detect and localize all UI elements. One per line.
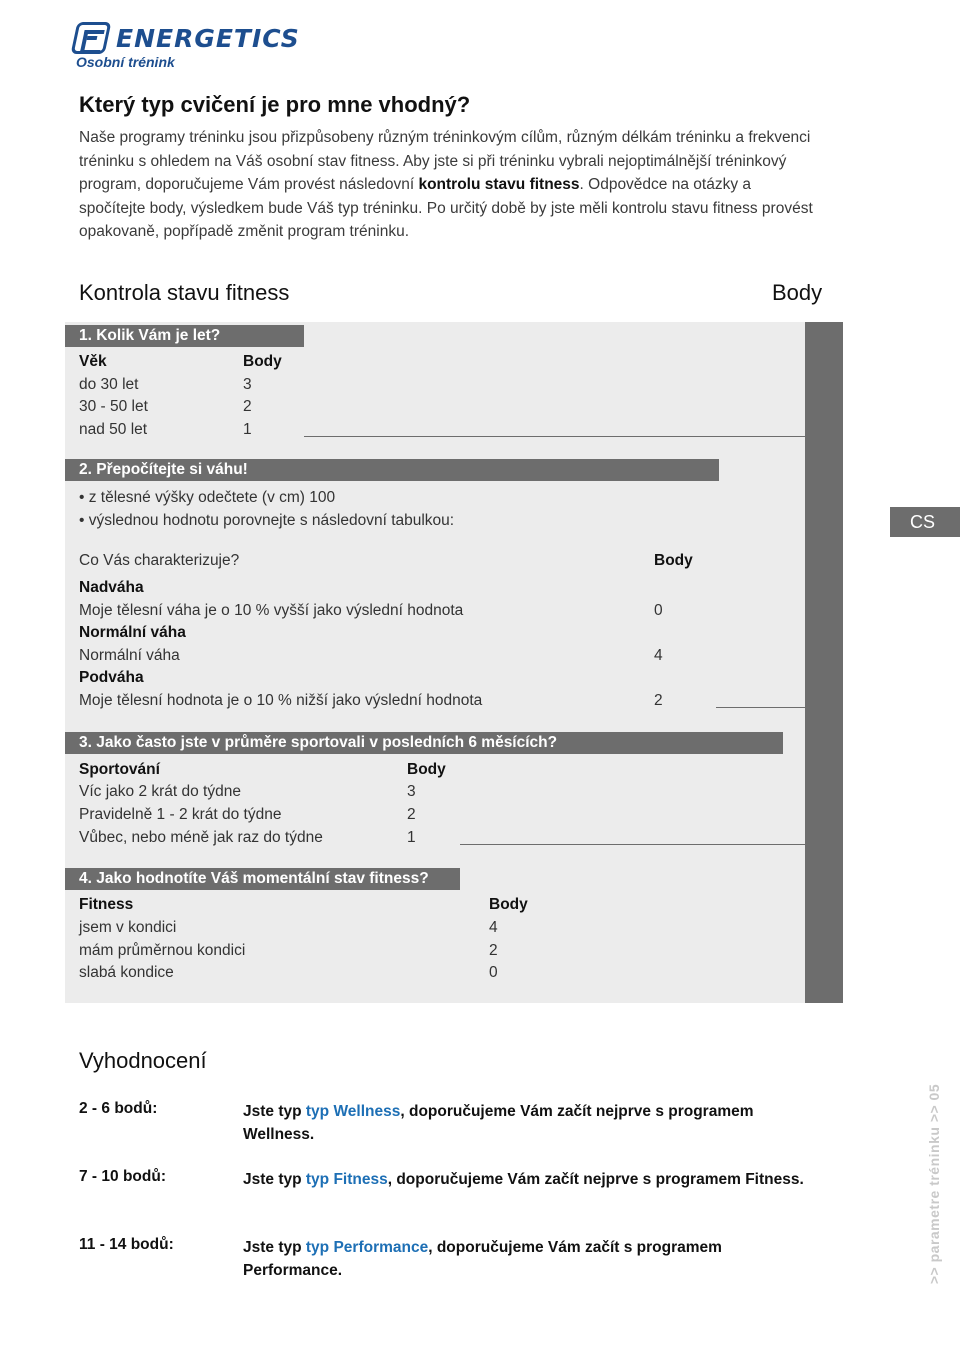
q2-group-heading: Normální váha — [79, 624, 186, 641]
q2-option-label: Normální váha — [79, 647, 180, 664]
q2-answer-line[interactable] — [716, 707, 805, 708]
question-1-bar — [65, 325, 304, 347]
q3-col-points: Body — [407, 761, 446, 778]
q1-col-label: Věk — [79, 353, 107, 370]
q2-instruction: • výslednou hodnotu porovnejte s následovní tabulkou: — [79, 512, 455, 529]
q3-answer-line[interactable] — [460, 844, 805, 845]
evaluation-range: 7 - 10 bodů: — [79, 1168, 166, 1185]
q3-option-points: 3 — [407, 783, 416, 800]
intro-text-after: . Odpovědce na otázky a spočítejte body, výsledkem bude Váš typ tréninku. Po určitý době by jste měli kontrolu stavu fitness provést opakovaně, popřípadě změnit program tréninku. — [79, 176, 813, 240]
q3-option-points: 2 — [407, 806, 416, 823]
evaluation-prefix: Jste typ — [243, 1171, 306, 1188]
question-3-text: 3. Jako často jste v průměre sportovali v posledních 6 měsících? — [79, 734, 558, 751]
brand-logo — [74, 22, 304, 72]
q4-option-label: slabá kondice — [79, 964, 174, 981]
q3-col-label: Sportování — [79, 761, 160, 778]
evaluation-result — [243, 1236, 813, 1282]
evaluation-prefix: Jste typ — [243, 1103, 306, 1120]
intro-paragraph — [79, 126, 819, 244]
q1-option-label: nad 50 let — [79, 421, 148, 438]
question-4-bar — [65, 868, 460, 890]
q1-col-points: Body — [243, 353, 282, 370]
evaluation-type-wellness: typ Wellness — [305, 1103, 401, 1120]
intro-text-before: Naše programy tréninku jsou přizpůsobeny různým tréninkovým cílům, různým délkám tréninku a frekvenci tréninku s ohledem na Váš osobní stav fitness. Aby jste si při tréninku vybrali nejoptimálnější tréninkový program, doporučujeme Vám provést následovní — [79, 129, 811, 193]
q2-option-points: 0 — [654, 602, 663, 619]
evaluation-type-fitness: typ Fitness — [305, 1171, 388, 1188]
brand-name: ENERGETICS — [116, 24, 300, 53]
q4-option-label: jsem v kondici — [79, 919, 177, 936]
brand-subtitle: Osobní trénink — [76, 54, 175, 70]
q4-option-points: 0 — [489, 964, 498, 981]
energetics-logo-icon — [71, 22, 112, 54]
page-title: Který typ cvičení je pro mne vhodný? — [79, 92, 471, 117]
side-nav-link[interactable] — [922, 1064, 946, 1304]
evaluation-suffix: , doporučujeme Vám začít s programem Performance. — [243, 1239, 722, 1279]
q1-option-label: do 30 let — [79, 376, 139, 393]
side-nav-text: >> parametre tréninku >> 05 — [926, 1083, 942, 1285]
evaluation-range: 2 - 6 bodů: — [79, 1100, 158, 1117]
fitness-check-title: Kontrola stavu fitness — [79, 280, 290, 305]
q1-option-label: 30 - 50 let — [79, 398, 148, 415]
score-column — [805, 322, 843, 1003]
q2-group-heading: Nadváha — [79, 579, 144, 596]
q2-col-points: Body — [654, 552, 693, 569]
q2-option-label: Moje tělesní hodnota je o 10 % nižší jako výslední hodnota — [79, 692, 483, 709]
q4-option-points: 2 — [489, 942, 498, 959]
q1-option-points: 1 — [243, 421, 252, 438]
q4-col-label: Fitness — [79, 896, 134, 913]
intro-text-bold: kontrolu stavu fitness — [418, 176, 580, 193]
q3-option-label: Vůbec, nebo méně jak raz do týdne — [79, 829, 323, 846]
q2-option-points: 2 — [654, 692, 663, 709]
q4-col-points: Body — [489, 896, 528, 913]
question-1-text: 1. Kolik Vám je let? — [79, 327, 221, 344]
evaluation-range: 11 - 14 bodů: — [79, 1236, 174, 1253]
evaluation-result — [243, 1100, 813, 1146]
q2-group-heading: Podváha — [79, 669, 144, 686]
q4-option-points: 4 — [489, 919, 498, 936]
q2-option-points: 4 — [654, 647, 663, 664]
q2-option-label: Moje tělesní váha je o 10 % vyšší jako výslední hodnota — [79, 602, 464, 619]
evaluation-result — [243, 1168, 813, 1191]
question-3-bar — [65, 732, 783, 754]
evaluation-prefix: Jste typ — [243, 1239, 306, 1256]
q1-option-points: 3 — [243, 376, 252, 393]
evaluation-type-performance: typ Performance — [305, 1239, 429, 1256]
q2-col-label: Co Vás charakterizuje? — [79, 552, 240, 569]
q3-option-label: Pravidelně 1 - 2 krát do týdne — [79, 806, 282, 823]
evaluation-suffix: , doporučujeme Vám začít nejprve s programem Fitness. — [387, 1171, 804, 1188]
language-tab[interactable]: CS — [890, 507, 960, 537]
q3-option-label: Víc jako 2 krát do týdne — [79, 783, 241, 800]
evaluation-title: Vyhodnocení — [79, 1048, 207, 1073]
q2-instruction: • z tělesné výšky odečtete (v cm) 100 — [79, 489, 336, 506]
evaluation-suffix: , doporučujeme Vám začít nejprve s programem Wellness. — [243, 1103, 754, 1143]
question-2-bar — [65, 459, 719, 481]
points-header: Body — [772, 280, 823, 305]
questionnaire-panel — [65, 322, 843, 1003]
question-4-text: 4. Jako hodnotíte Váš momentální stav fitness? — [79, 870, 429, 887]
q1-option-points: 2 — [243, 398, 252, 415]
q3-option-points: 1 — [407, 829, 416, 846]
q4-option-label: mám průměrnou kondici — [79, 942, 246, 959]
q1-answer-line[interactable] — [304, 436, 805, 437]
question-2-text: 2. Přepočítejte si váhu! — [79, 461, 248, 478]
